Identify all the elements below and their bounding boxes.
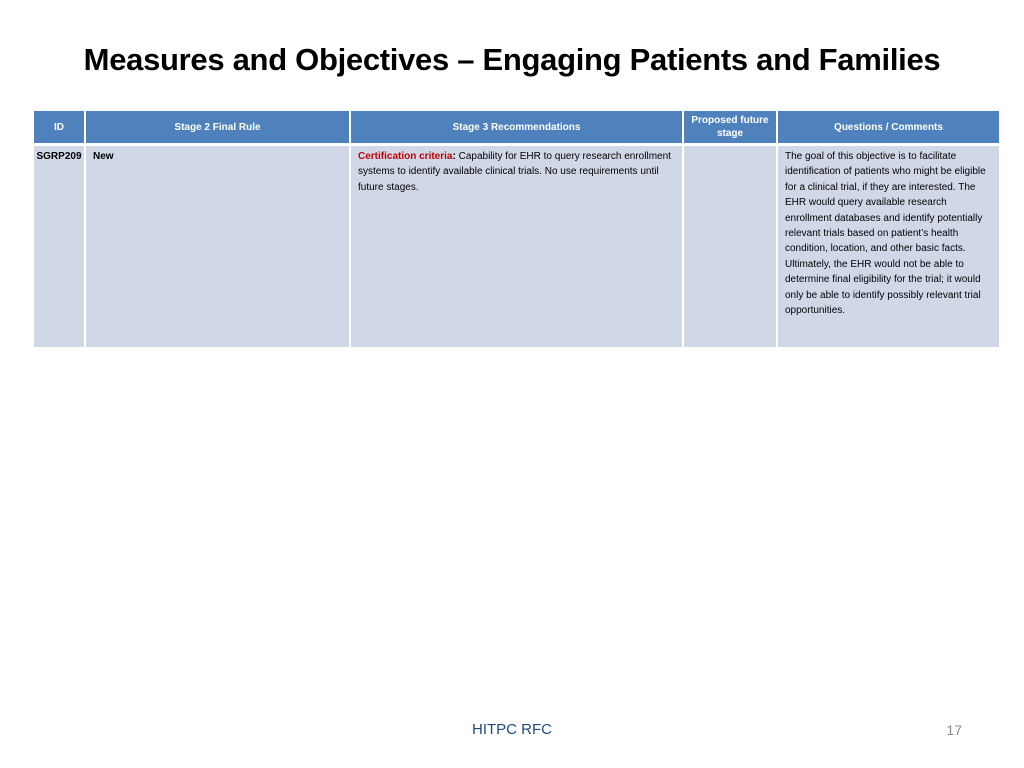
header-id: ID — [34, 111, 85, 145]
header-stage3-recommendations: Stage 3 Recommendations — [350, 111, 683, 145]
header-questions-comments: Questions / Comments — [777, 111, 999, 145]
slide-title: Measures and Objectives – Engaging Patients and Families — [83, 42, 941, 77]
table-row — [34, 145, 999, 348]
objectives-table-container — [34, 111, 999, 347]
certification-criteria-label: Certification criteria — [358, 151, 453, 162]
header-stage2-final-rule: Stage 2 Final Rule — [85, 111, 350, 145]
certification-criteria-colon: : — [452, 151, 456, 162]
objectives-table — [34, 111, 999, 347]
cell-stage2-final-rule: New — [85, 145, 350, 348]
footer-text: HITPC RFC — [472, 721, 552, 738]
header-proposed-future-stage: Proposed future stage — [683, 111, 777, 145]
table-header-row — [34, 111, 999, 145]
cell-id: SGRP209 — [34, 145, 85, 348]
stage3-recommendation-text: Capability for EHR to query research enrollment systems to identify available clinical trials. No use requirements until future stages. — [358, 151, 671, 193]
cell-stage3-recommendations — [350, 145, 683, 348]
page-number: 17 — [946, 722, 962, 738]
cell-questions-comments: The goal of this objective is to facilitate identification of patients who might be eligible for a clinical trial, if they are interested. The EHR would query available research enrollment databases and identify potentially relevant trials based on patient’s health condition, location, and other basic facts. Ultimately, the EHR would not be able to determine final eligibility for the trial; it would only be able to identify possibly relevant trial opportunities. — [777, 145, 999, 348]
cell-proposed-future-stage — [683, 145, 777, 348]
